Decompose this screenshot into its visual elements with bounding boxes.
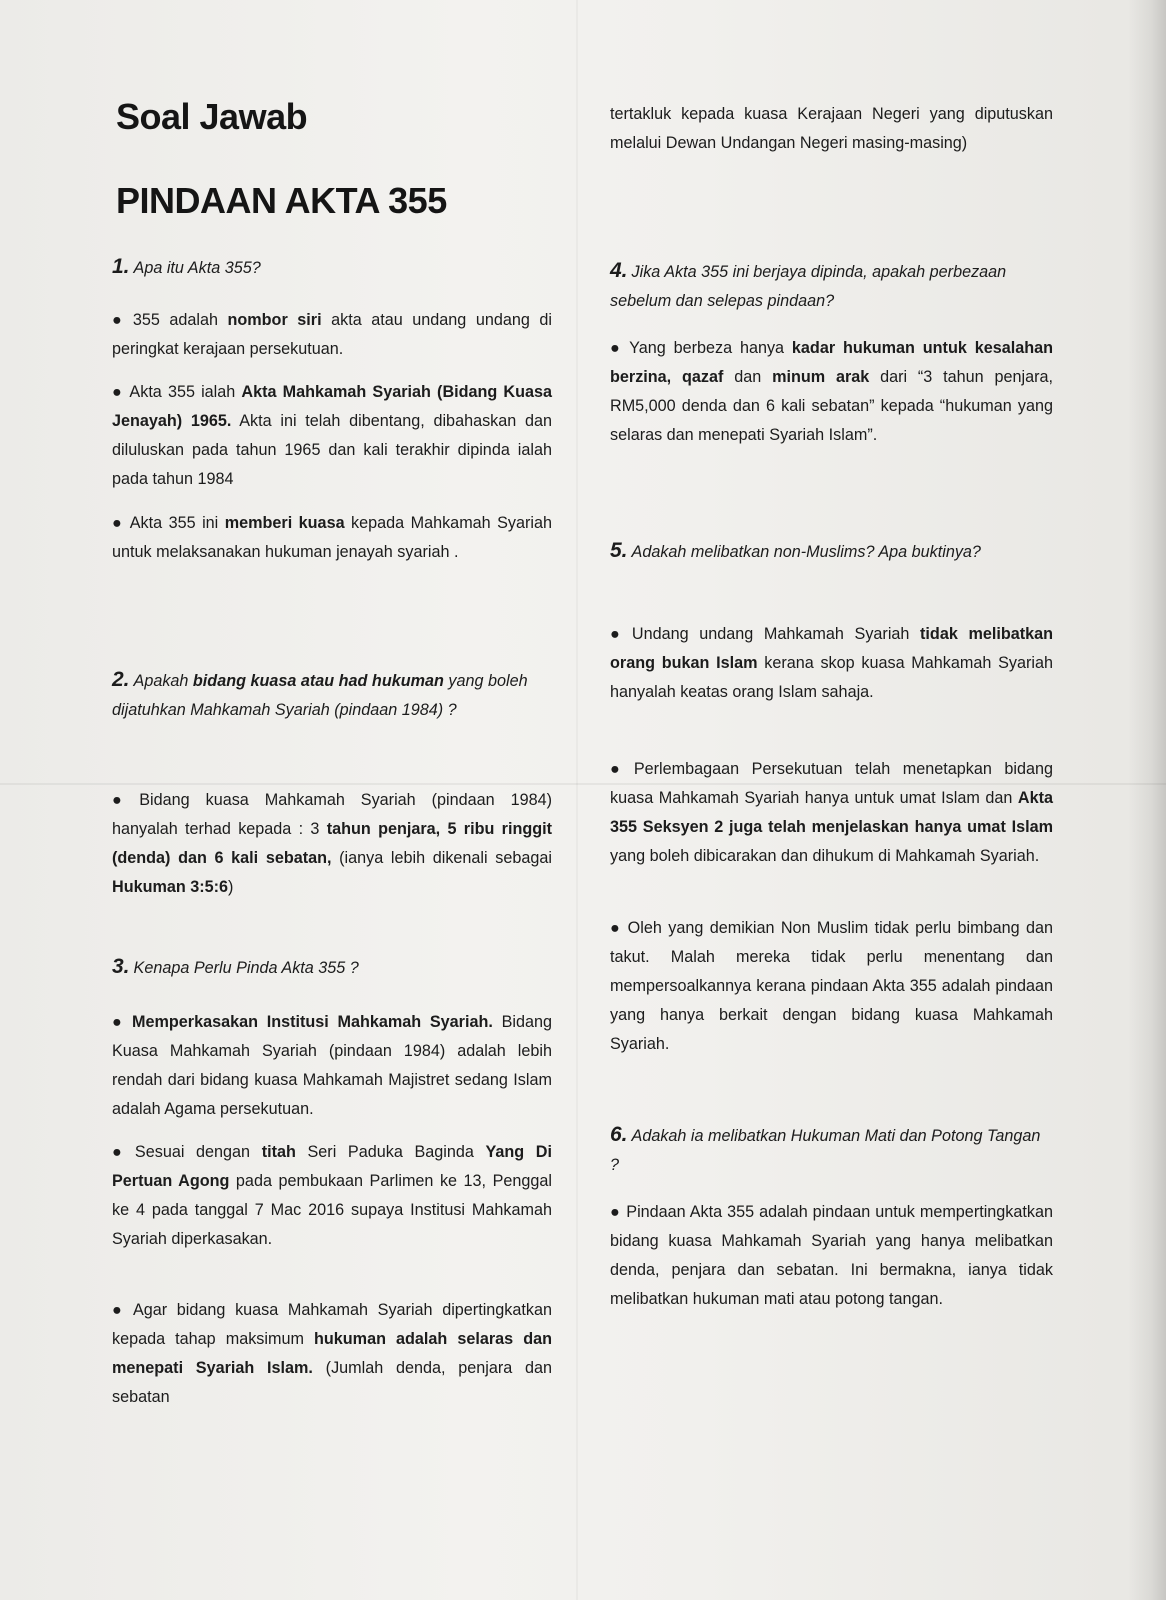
question-2: 2. Apakah bidang kuasa atau had hukuman yang boleh dijatuhkan Mahkamah Syariah (pindaan 1984) ? (112, 668, 528, 719)
bullet-icon: ● (112, 1143, 129, 1161)
answer-6: ● Pindaan Akta 355 adalah pindaan untuk mempertingkatkan bidang kuasa Mahkamah Syariah yang hanya melibatkan denda, penjara dan sebatan. Ini bermakna, ianya tidak melibatkan hukuman mati atau potong tangan. (610, 1203, 1053, 1308)
fold-line-vertical (576, 0, 578, 1600)
answer-3-a: ● Memperkasakan Institusi Mahkamah Syariah. Bidang Kuasa Mahkamah Syariah (pindaan 1984) adalah lebih rendah dari bidang kuasa Mahkamah Majistret sedang Islam adalah Agama persekutuan. (112, 1013, 553, 1118)
title-line-1: Soal Jawab (116, 96, 308, 137)
bullet-icon: ● (112, 514, 124, 532)
question-1: 1. Apa itu Akta 355? (112, 255, 261, 278)
title-line-2: PINDAAN AKTA 355 (116, 180, 447, 221)
answer-3-c: ● Agar bidang kuasa Mahkamah Syariah dipertingkatkan kepada tahap maksimum hukuman adalah selaras dan menepati Syariah Islam. (Jumlah denda, penjara dan sebatan (112, 1301, 552, 1406)
answer-5-b: ● Perlembagaan Persekutuan telah menetapkan bidang kuasa Mahkamah Syariah hanya untuk umat Islam dan Akta 355 Seksyen 2 juga telah menjelaskan hanya umat Islam yang boleh dibicarakan dan dihukum di Mahkamah Syariah. (610, 760, 1053, 865)
bullet-icon: ● (112, 311, 127, 329)
answer-3-b: ● Sesuai dengan titah Seri Paduka Baginda Yang Di Pertuan Agong pada pembukaan Parlimen ke 13, Penggal ke 4 pada tanggal 7 Mac 2016 supaya Institusi Mahkamah Syariah diperkasakan. (112, 1143, 552, 1248)
bullet-icon: ● (112, 791, 134, 809)
answer-4: ● Yang berbeza hanya kadar hukuman untuk kesalahan berzina, qazaf dan minum arak dari “3 tahun penjara, RM5,000 denda dan 6 kali sebatan” kepada “hukuman yang selaras dan menepati Syariah Islam”. (610, 339, 1053, 444)
bullet-icon: ● (610, 339, 624, 357)
paper-edge-shadow (1128, 0, 1166, 1600)
bullet-icon: ● (610, 760, 628, 778)
question-6: 6. Adakah ia melibatkan Hukuman Mati dan Potong Tangan ? (610, 1123, 1041, 1174)
bullet-icon: ● (610, 919, 622, 937)
answer-3-c-continued: tertakluk kepada kuasa Kerajaan Negeri yang diputuskan melalui Dewan Undangan Negeri masing-masing) (610, 105, 1053, 152)
bullet-icon: ● (112, 1013, 127, 1031)
answer-2: ● Bidang kuasa Mahkamah Syariah (pindaan 1984) hanyalah terhad kepada : 3 tahun penjara, 5 ribu ringgit (denda) dan 6 kali sebatan, (ianya lebih dikenali sebagai Hukuman 3:5:6) (112, 791, 552, 896)
answer-5-c: ● Oleh yang demikian Non Muslim tidak perlu bimbang dan takut. Malah mereka tidak perlu menentang dan mempersoalkannya kerana pindaan Akta 355 adalah pindaan yang hanya berkait dengan bidang kuasa Mahkamah Syariah. (610, 919, 1053, 1053)
bullet-icon: ● (112, 383, 124, 401)
question-5: 5. Adakah melibatkan non-Muslims? Apa buktinya? (610, 539, 981, 562)
answer-1-c: ● Akta 355 ini memberi kuasa kepada Mahkamah Syariah untuk melaksanakan hukuman jenayah syariah . (112, 514, 553, 561)
answer-5-a: ● Undang undang Mahkamah Syariah tidak melibatkan orang bukan Islam kerana skop kuasa Mahkamah Syariah hanyalah keatas orang Islam sahaja. (610, 625, 1054, 701)
bullet-icon: ● (112, 1301, 127, 1319)
answer-1-b: ● Akta 355 ialah Akta Mahkamah Syariah (Bidang Kuasa Jenayah) 1965. Akta ini telah dibentang, dibahaskan dan diluluskan pada tahun 1965 dan kali terakhir dipinda ialah pada tahun 1984 (112, 383, 553, 488)
bullet-icon: ● (610, 1203, 621, 1221)
question-4: 4. Jika Akta 355 ini berjaya dipinda, apakah perbezaan sebelum dan selepas pindaan? (610, 259, 1007, 310)
bullet-icon: ● (610, 625, 626, 643)
question-3: 3. Kenapa Perlu Pinda Akta 355 ? (112, 955, 359, 978)
answer-1-a: ● 355 adalah nombor siri akta atau undang undang di peringkat kerajaan persekutuan. (112, 311, 552, 358)
